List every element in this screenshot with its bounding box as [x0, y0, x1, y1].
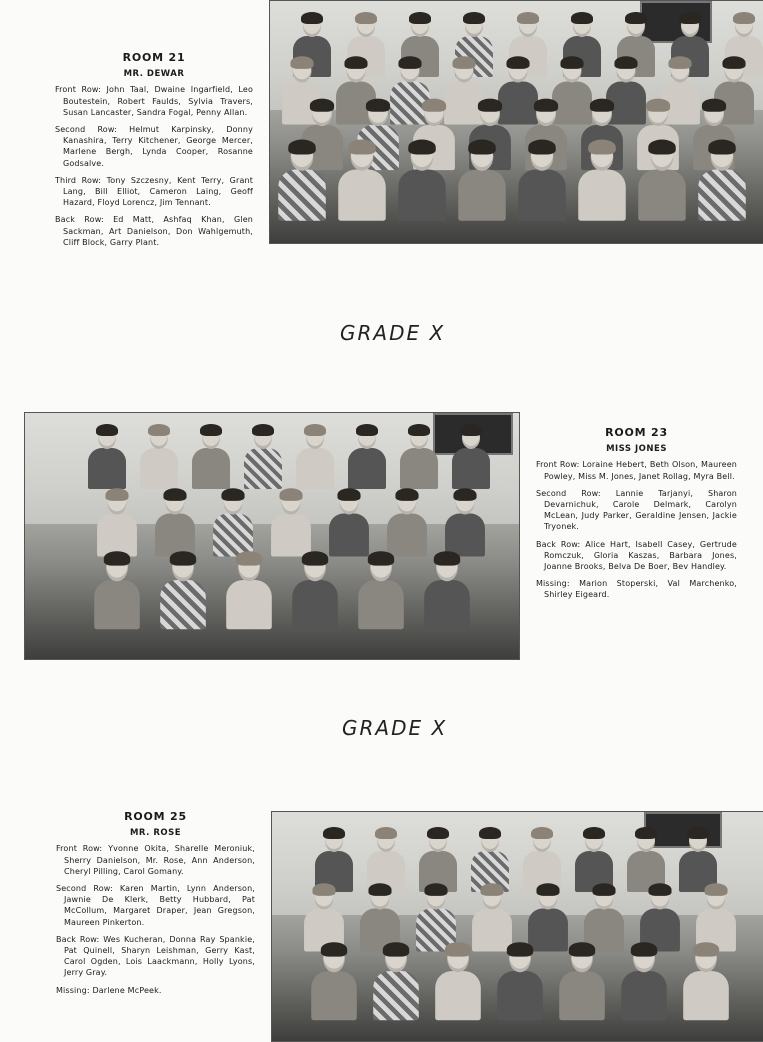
room-23-caption: [536, 427, 737, 607]
student-figure: [335, 143, 390, 221]
row-names: Marion Stoperski, Val Marchenko, Shirley Eigeard.: [544, 579, 737, 600]
row-list: [536, 459, 737, 481]
student-figure: [364, 830, 408, 892]
student-figure: [326, 491, 372, 556]
student-figure: [494, 946, 547, 1020]
row-list: [536, 488, 737, 533]
row-label: Second Row:: [536, 488, 601, 498]
student-figure: [94, 491, 140, 556]
row-list: [56, 985, 255, 996]
student-figure: [575, 143, 630, 221]
student-figure: [370, 946, 423, 1020]
row-list: [536, 539, 737, 573]
room-title: ROOM 21: [122, 51, 186, 64]
student-figure: [308, 946, 361, 1020]
row-label: Missing:: [56, 985, 90, 995]
row-label: Back Row:: [536, 539, 581, 549]
row-label: Back Row:: [55, 215, 104, 225]
student-figure: [384, 491, 430, 556]
student-figure: [695, 143, 750, 221]
row-names: Loraine Hebert, Beth Olson, Maureen Powley, Miss M. Jones, Janet Rollag, Myra Bell.: [544, 460, 737, 481]
row-names: Helmut Karpinsky, Donny Kanashira, Terry Kitchener, George Mercer, Marlene Bergh, Lynda Cooper, Rosanne Godsalve.: [63, 125, 254, 168]
student-figure: [449, 427, 493, 489]
row-label: Front Row:: [56, 844, 103, 854]
student-figure: [345, 427, 389, 489]
student-figure: [268, 491, 314, 556]
student-figure: [442, 491, 488, 556]
student-figure: [293, 427, 337, 489]
student-figure: [680, 946, 733, 1020]
student-figure: [275, 143, 330, 221]
row-list: [55, 214, 253, 248]
row-list: [56, 843, 255, 877]
row-label: Missing:: [536, 579, 570, 589]
row-names: Alice Hart, Isabell Casey, Gertrude Romczuk, Gloria Kaszas, Barbara Jones, Joanne Brooks, Belva De Boer, Bev Handley.: [544, 539, 737, 572]
row-names: John Taal, Dwaine Ingarfield, Leo Boutestein, Robert Faulds, Sylvia Travers, Susan Lancaster, Sandra Fogal, Penny Allan.: [63, 85, 253, 117]
room-25-caption: [56, 811, 255, 1002]
student-figure: [355, 555, 408, 629]
teacher-name: MISS JONES: [606, 444, 667, 455]
row-list: [55, 124, 253, 169]
student-figure: [91, 555, 144, 629]
student-figure: [572, 830, 616, 892]
student-figure: [581, 886, 627, 951]
student-figure: [223, 555, 276, 629]
student-figure: [469, 886, 515, 951]
student-figure: [525, 886, 571, 951]
row-label: Third Row:: [55, 175, 102, 185]
student-figure: [301, 886, 347, 951]
row-list: [55, 175, 253, 209]
teacher-name: MR. ROSE: [129, 828, 182, 839]
row-label: Second Row:: [55, 125, 117, 135]
student-figure: [455, 143, 510, 221]
student-figure: [157, 555, 210, 629]
row-list: [536, 578, 737, 600]
row-names: Darlene McPeek.: [92, 985, 162, 995]
student-figure: [395, 143, 450, 221]
student-figure: [520, 830, 564, 892]
row-names: Lannie Tarjanyi, Sharon Devarnichuk, Carole Delmark, Carolyn McLean, Judy Parker, Geraldine Jensen, Jackie Tryonek.: [544, 488, 737, 532]
student-figure: [152, 491, 198, 556]
student-figure: [618, 946, 671, 1020]
student-figure: [556, 946, 609, 1020]
student-figure: [397, 427, 441, 489]
grade-heading: GRADE X: [340, 321, 446, 345]
row-label: Second Row:: [56, 884, 113, 894]
room-23-class-photo: [24, 412, 520, 660]
row-names: Wes Kucheran, Donna Ray Spankie, Pat Quinell, Sharyn Leishman, Gerry Kast, Carol Ogden, Lois Laackmann, Holly Lyons, Jerry Gray.: [64, 934, 255, 978]
room-25-class-photo: [271, 811, 763, 1042]
row-list: [56, 883, 255, 928]
student-figure: [515, 143, 570, 221]
student-figure: [137, 427, 181, 489]
room-title: ROOM 23: [605, 426, 668, 439]
student-figure: [635, 143, 690, 221]
student-figure: [189, 427, 233, 489]
row-label: Back Row:: [56, 934, 100, 944]
student-figure: [85, 427, 129, 489]
student-figure: [289, 555, 342, 629]
row-names: Ed Matt, Ashfaq Khan, Glen Sackman, Art Danielson, Don Wahlgemuth, Cliff Block, Garry Plant.: [63, 215, 253, 247]
row-names: Yvonne Okita, Sharelle Meroniuk, Sherry Danielson, Mr. Rose, Ann Anderson, Cheryl Pilling, Carol Gomany.: [64, 844, 255, 876]
student-figure: [312, 830, 356, 892]
row-list: [56, 934, 255, 979]
student-figure: [421, 555, 474, 629]
grade-heading: GRADE X: [342, 716, 448, 740]
row-label: Front Row:: [536, 460, 580, 470]
row-names: Karen Martin, Lynn Anderson, Jawnie De Klerk, Betty Hubbard, Pat McCollum, Margaret Draper, Jean Gregson, Maureen Pinkerton.: [64, 884, 255, 927]
student-figure: [210, 491, 256, 556]
room-21-caption: [55, 52, 253, 254]
student-figure: [241, 427, 285, 489]
teacher-name: MR. DEWAR: [123, 69, 185, 80]
row-list: [55, 84, 253, 118]
row-label: Front Row:: [55, 85, 102, 95]
room-title: ROOM 25: [124, 810, 187, 823]
room-21-class-photo: [269, 0, 763, 244]
row-names: Tony Szczesny, Kent Terry, Grant Lang, Bill Elliot, Cameron Laing, Geoff Hazard, Floyd Lorencz, Jim Tennant.: [63, 175, 254, 208]
student-figure: [432, 946, 485, 1020]
